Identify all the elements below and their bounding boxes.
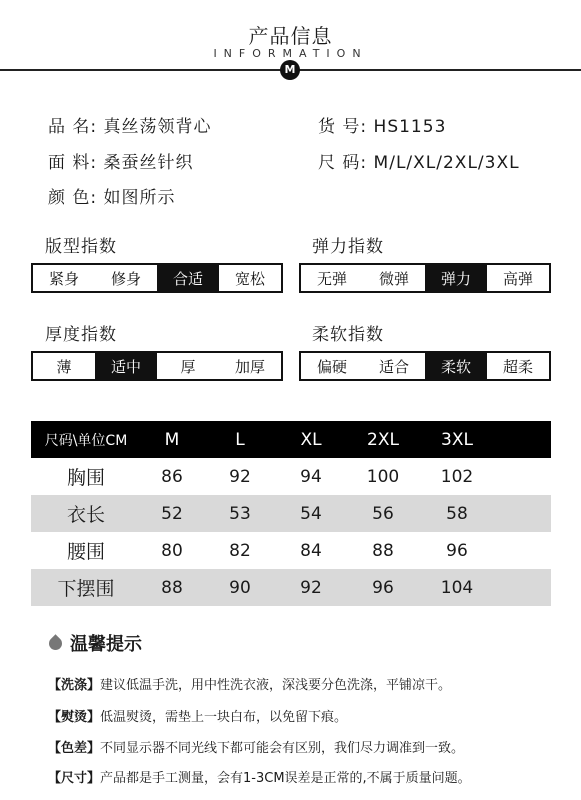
info-code-value: HS1153 (373, 117, 447, 137)
table-cell: 102 (440, 466, 474, 487)
info-color-value: 如图所示 (103, 188, 176, 208)
table-cell: 53 (229, 503, 251, 524)
fit-option: 修身 (95, 265, 157, 291)
info-fabric-label: 面 料: (48, 153, 98, 173)
table-header-cell: XL (300, 429, 322, 450)
tip-size (48, 767, 471, 786)
thickness-option: 加厚 (219, 353, 281, 379)
thickness-index-scale (31, 351, 283, 381)
elastic-index-scale (299, 263, 551, 293)
elastic-option: 微弹 (363, 265, 425, 291)
table-cell: 84 (300, 540, 322, 561)
fit-option: 紧身 (33, 265, 95, 291)
info-name-label: 品 名: (48, 117, 98, 137)
fit-index-scale (31, 263, 283, 293)
table-cell: 94 (300, 466, 322, 487)
tip-tag: 【尺寸】 (48, 771, 101, 786)
elastic-option-selected: 弹力 (425, 265, 487, 291)
info-color (48, 183, 176, 208)
info-color-label: 颜 色: (48, 188, 98, 208)
table-row (31, 458, 551, 495)
fit-index-title: 版型指数 (45, 237, 117, 257)
softness-option: 适合 (363, 353, 425, 379)
softness-index-title: 柔软指数 (312, 325, 384, 345)
brand-badge: M (280, 60, 300, 80)
table-header-cell: M (164, 429, 180, 450)
softness-index-scale (299, 351, 551, 381)
tip-wash (48, 674, 451, 693)
fit-option: 宽松 (219, 265, 281, 291)
tip-color (48, 737, 464, 756)
table-cell: 58 (446, 503, 468, 524)
table-cell: 54 (300, 503, 322, 524)
elastic-index-title: 弹力指数 (312, 237, 384, 257)
table-header-cell: 尺码\单位CM (44, 432, 128, 449)
info-fabric-value: 桑蚕丝针织 (103, 153, 194, 173)
elastic-option: 无弹 (301, 265, 363, 291)
thickness-option-selected: 适中 (95, 353, 157, 379)
info-name (48, 112, 212, 137)
table-header-row (31, 421, 551, 458)
info-code (318, 112, 446, 137)
table-cell: 86 (161, 466, 183, 487)
table-cell: 80 (161, 540, 183, 561)
row-label: 下摆围 (57, 578, 115, 600)
tip-tag: 【熨烫】 (48, 710, 101, 725)
info-size (318, 148, 520, 173)
table-row (31, 495, 551, 532)
row-label: 腰围 (66, 541, 105, 563)
softness-option: 偏硬 (301, 353, 363, 379)
info-fabric (48, 148, 194, 173)
tip-text: 低温熨烫，需垫上一块白布，以免留下痕。 (100, 710, 348, 725)
row-label: 衣长 (66, 504, 105, 526)
elastic-option: 高弹 (487, 265, 549, 291)
tip-text: 产品都是手工测量，会有1-3CM误差是正常的,不属于质量问题。 (100, 771, 471, 786)
size-table (31, 421, 551, 606)
info-code-label: 货 号: (318, 117, 368, 137)
tips-title-text: 温馨提示 (70, 634, 142, 655)
table-cell: 88 (161, 577, 183, 598)
softness-option-selected: 柔软 (425, 353, 487, 379)
table-cell: 100 (366, 466, 400, 487)
table-cell: 96 (372, 577, 394, 598)
info-size-label: 尺 码: (318, 153, 368, 173)
table-cell: 92 (300, 577, 322, 598)
table-cell: 88 (372, 540, 394, 561)
thickness-option: 厚 (157, 353, 219, 379)
page-subtitle: INFORMATION (213, 47, 368, 60)
water-drop-icon (46, 634, 64, 652)
softness-option: 超柔 (487, 353, 549, 379)
table-row (31, 569, 551, 606)
tips-title (49, 630, 142, 656)
table-header-cell: L (235, 429, 245, 450)
tip-iron (48, 706, 347, 725)
info-name-value: 真丝荡领背心 (103, 117, 212, 137)
thickness-index-title: 厚度指数 (45, 325, 117, 345)
tip-text: 建议低温手洗，用中性洗衣液，深浅要分色洗涤，平铺凉干。 (100, 678, 452, 693)
tip-text: 不同显示器不同光线下都可能会有区别，我们尽力调准到一致。 (100, 741, 465, 756)
table-cell: 92 (229, 466, 251, 487)
thickness-option: 薄 (33, 353, 95, 379)
table-cell: 90 (229, 577, 251, 598)
row-label: 胸围 (66, 467, 105, 489)
table-header-cell: 2XL (367, 429, 399, 450)
table-cell: 52 (161, 503, 183, 524)
table-header-cell: 3XL (441, 429, 473, 450)
tip-tag: 【色差】 (48, 741, 101, 756)
table-row (31, 532, 551, 569)
info-size-value: M/L/XL/2XL/3XL (373, 153, 520, 173)
fit-option-selected: 合适 (157, 265, 219, 291)
table-cell: 82 (229, 540, 251, 561)
table-cell: 104 (440, 577, 474, 598)
page-title: 产品信息 (248, 24, 333, 48)
tip-tag: 【洗涤】 (48, 678, 101, 693)
table-cell: 56 (372, 503, 394, 524)
table-cell: 96 (446, 540, 468, 561)
